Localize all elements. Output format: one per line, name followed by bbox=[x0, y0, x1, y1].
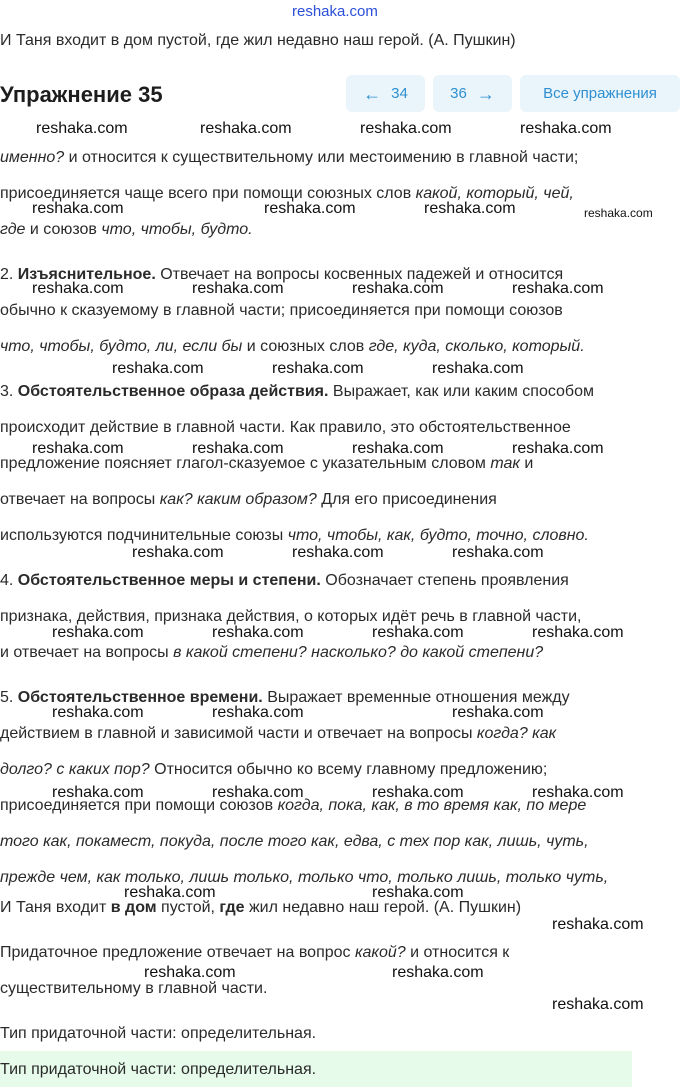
theory-line: присоединяется чаще всего при помощи союзных слов какой, который, чей, bbox=[0, 185, 574, 202]
theory-line: 5. Обстоятельственное времени. Выражает временные отношения между bbox=[0, 689, 570, 706]
site-link[interactable]: reshaka.com bbox=[292, 3, 378, 20]
watermark: reshaka.com bbox=[212, 624, 304, 641]
watermark: reshaka.com bbox=[32, 280, 124, 297]
watermark: reshaka.com bbox=[432, 360, 524, 377]
watermark: reshaka.com bbox=[292, 544, 384, 561]
watermark: reshaka.com bbox=[520, 120, 612, 137]
watermark: reshaka.com bbox=[552, 916, 644, 933]
watermark: reshaka.com bbox=[32, 200, 124, 217]
theory-line: именно? и относится к существительному или местоимению в главной части; bbox=[0, 149, 579, 166]
theory-line: признака, действия, признака действия, о которых идёт речь в главной части, bbox=[0, 608, 582, 625]
watermark: reshaka.com bbox=[192, 280, 284, 297]
all-exercises-label: Все упражнения bbox=[543, 85, 657, 102]
theory-line: отвечает на вопросы как? каким образом? Для его присоединения bbox=[0, 491, 497, 508]
answer-highlight-text: Тип придаточной части: определительная. bbox=[0, 1061, 317, 1078]
prev-exercise-label: 34 bbox=[391, 85, 408, 102]
prev-exercise-button[interactable] bbox=[346, 75, 425, 112]
arrow-left-icon: ← bbox=[363, 83, 382, 104]
watermark: reshaka.com bbox=[512, 280, 604, 297]
watermark: reshaka.com bbox=[200, 120, 292, 137]
watermark: reshaka.com bbox=[52, 784, 144, 801]
theory-line: долго? с каких пор? Относится обычно ко всему главному предложению; bbox=[0, 761, 548, 778]
theory-line: 2. Изъяснительное. Отвечает на вопросы косвенных падежей и относится bbox=[0, 266, 564, 283]
next-exercise-label: 36 bbox=[450, 85, 467, 102]
answer-highlight-box bbox=[0, 1051, 632, 1087]
watermark: reshaka.com bbox=[424, 200, 516, 217]
header-example-sentence: И Таня входит в дом пустой, где жил недавно наш герой. (А. Пушкин) bbox=[0, 32, 516, 49]
watermark: reshaka.com bbox=[392, 964, 484, 981]
answer-question-line: существительному в главной части. bbox=[0, 980, 268, 997]
watermark: reshaka.com bbox=[192, 440, 284, 457]
theory-line: прежде чем, как только, лишь только, только что, только лишь, только чуть, bbox=[0, 869, 609, 886]
watermark: reshaka.com bbox=[132, 544, 224, 561]
watermark: reshaka.com bbox=[372, 624, 464, 641]
theory-line: присоединяется при помощи союзов когда, пока, как, в то время как, по мере bbox=[0, 797, 587, 814]
theory-line: обычно к сказуемому в главной части; присоединяется при помощи союзов bbox=[0, 302, 563, 319]
watermark: reshaka.com bbox=[112, 360, 204, 377]
theory-line: происходит действие в главной части. Как правило, это обстоятельственное bbox=[0, 419, 571, 436]
watermark: reshaka.com bbox=[372, 784, 464, 801]
theory-line: того как, покамест, покуда, после того как, едва, с тех пор как, лишь, чуть, bbox=[0, 833, 589, 850]
watermark: reshaka.com bbox=[52, 704, 144, 721]
watermark: reshaka.com bbox=[372, 884, 464, 901]
watermark: reshaka.com bbox=[512, 440, 604, 457]
answer-type-line: Тип придаточной части: определительная. bbox=[0, 1025, 317, 1042]
watermark: reshaka.com bbox=[212, 784, 304, 801]
arrow-right-icon: → bbox=[476, 83, 495, 104]
theory-line: 4. Обстоятельственное меры и степени. Обозначает степень проявления bbox=[0, 572, 569, 589]
watermark: reshaka.com bbox=[32, 440, 124, 457]
watermark: reshaka.com bbox=[360, 120, 452, 137]
theory-line: что, чтобы, будто, ли, если бы и союзных слов где, куда, сколько, который. bbox=[0, 338, 585, 355]
watermark: reshaka.com bbox=[452, 544, 544, 561]
watermark: reshaka.com bbox=[352, 440, 444, 457]
watermark: reshaka.com bbox=[552, 996, 644, 1013]
watermark: reshaka.com bbox=[36, 120, 128, 137]
watermark: reshaka.com bbox=[352, 280, 444, 297]
theory-line: используются подчинительные союзы что, чтобы, как, будто, точно, словно. bbox=[0, 527, 589, 544]
watermark: reshaka.com bbox=[144, 964, 236, 981]
theory-line: и отвечает на вопросы в какой степени? насколько? до какой степени? bbox=[0, 644, 544, 661]
theory-line: предложение поясняет глагол-сказуемое с указательным словом так и bbox=[0, 455, 534, 472]
answer-example-sentence: И Таня входит в дом пустой, где жил недавно наш герой. (А. Пушкин) bbox=[0, 899, 522, 916]
watermark: reshaka.com bbox=[272, 360, 364, 377]
exercise-title: Упражнение 35 bbox=[0, 82, 163, 107]
watermark: reshaka.com bbox=[532, 624, 624, 641]
theory-line: 3. Обстоятельственное образа действия. Выражает, как или каким способом bbox=[0, 383, 594, 400]
watermark: reshaka.com bbox=[124, 884, 216, 901]
theory-line: где и союзов что, чтобы, будто. bbox=[0, 221, 253, 238]
watermark: reshaka.com bbox=[452, 704, 544, 721]
watermark: reshaka.com bbox=[264, 200, 356, 217]
next-exercise-button[interactable] bbox=[433, 75, 512, 112]
watermark: reshaka.com bbox=[212, 704, 304, 721]
all-exercises-button[interactable] bbox=[520, 75, 680, 112]
watermark: reshaka.com bbox=[532, 784, 624, 801]
watermark: reshaka.com bbox=[584, 206, 653, 220]
watermark: reshaka.com bbox=[52, 624, 144, 641]
theory-line: действием в главной и зависимой части и отвечает на вопросы когда? как bbox=[0, 725, 557, 742]
answer-question-line: Придаточное предложение отвечает на вопрос какой? и относится к bbox=[0, 944, 510, 961]
